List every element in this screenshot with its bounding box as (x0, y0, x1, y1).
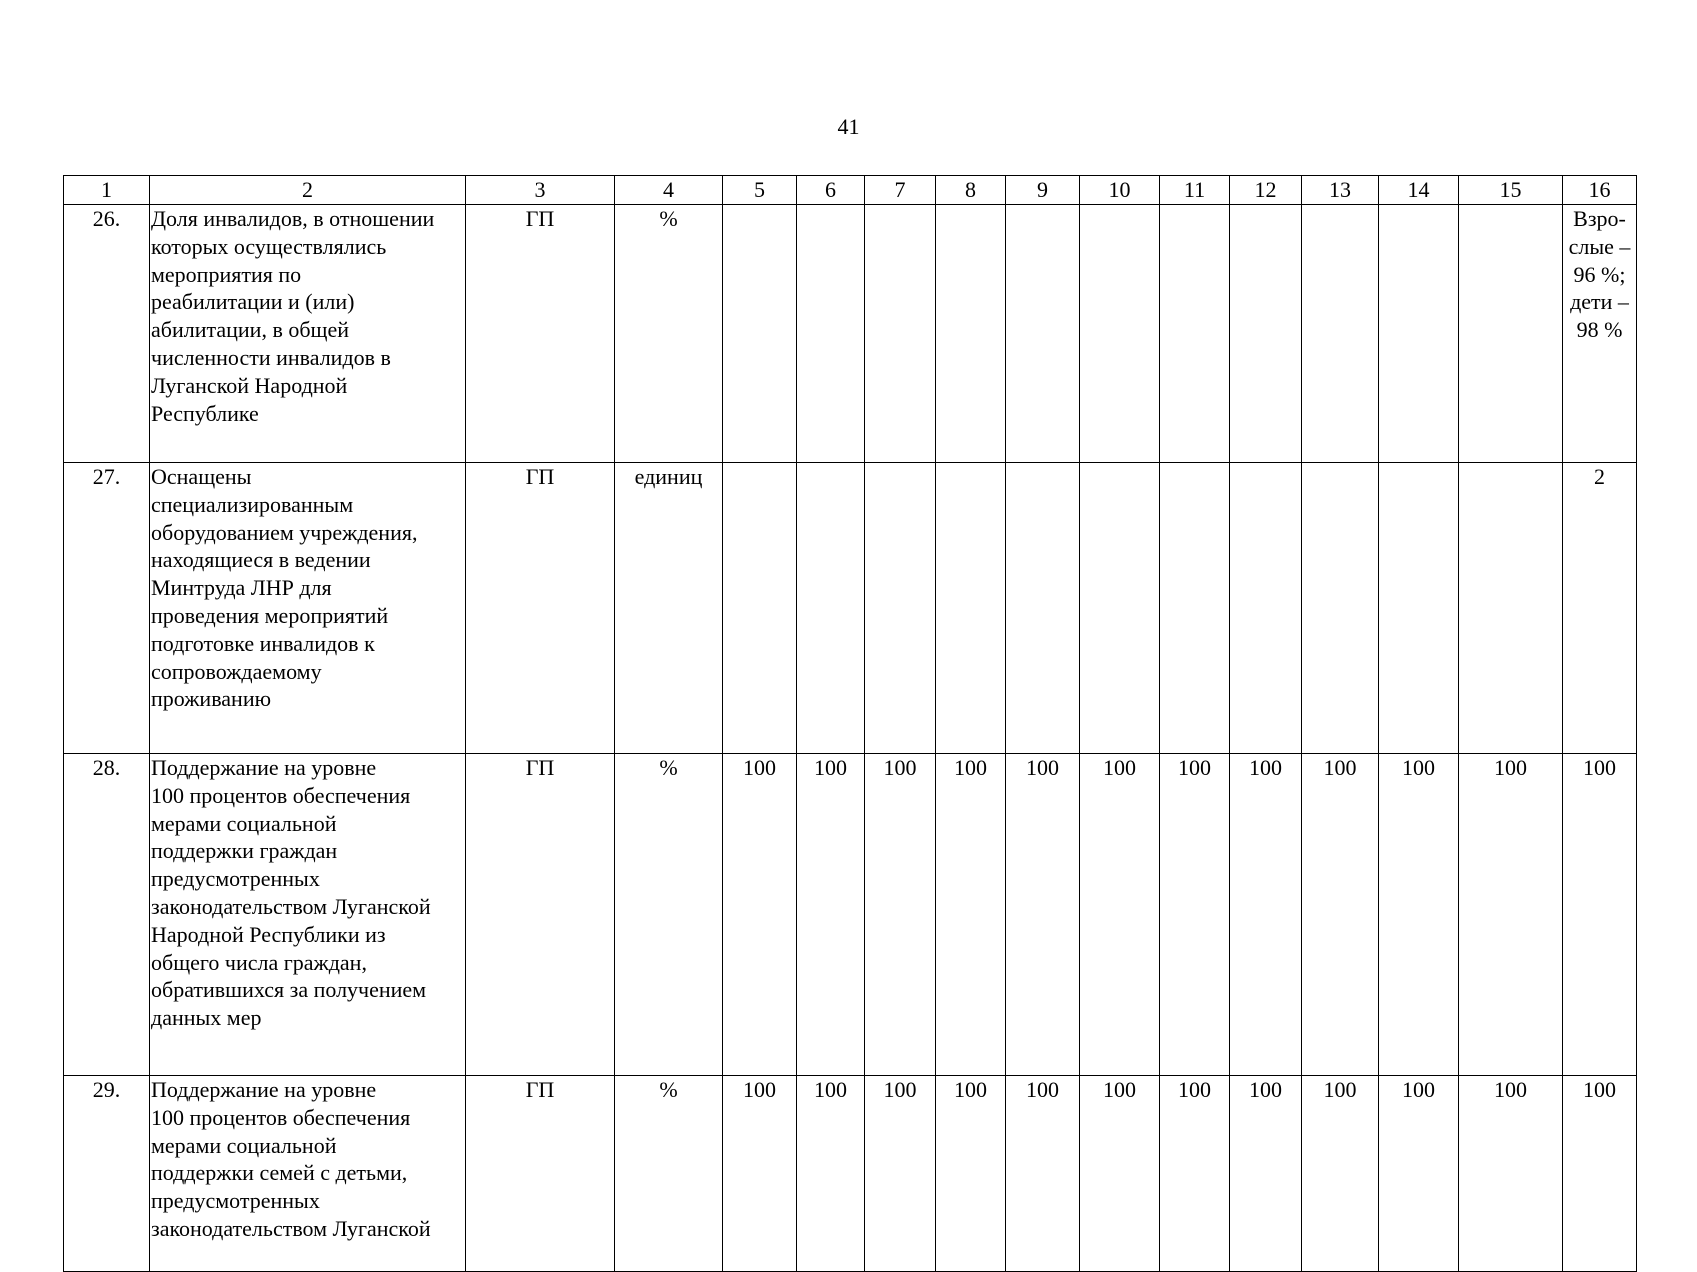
value-cell-col-14: 100 (1379, 1076, 1459, 1272)
value-cell-col-6: 100 (797, 754, 865, 1076)
target-value-line: 2 (1594, 464, 1605, 489)
indicator-name-line: Поддержание на уровне (151, 1077, 377, 1102)
value-cell-col-14: 100 (1379, 754, 1459, 1076)
value-cell-col-15: 100 (1459, 754, 1563, 1076)
value-cell-col-13 (1302, 205, 1379, 463)
value-cell-col-10: 100 (1080, 754, 1160, 1076)
column-header-14: 14 (1379, 176, 1459, 205)
value-cell-col-7: 100 (865, 754, 936, 1076)
target-value-cell (1563, 1076, 1637, 1272)
indicator-name-line: предусмотренных (151, 1188, 320, 1214)
value-cell-col-15 (1459, 205, 1563, 463)
target-value-line: 100 (1583, 1077, 1616, 1102)
target-value-line: дети – (1570, 289, 1629, 315)
value-cell-col-6 (797, 463, 865, 754)
value-cell-col-9 (1006, 205, 1080, 463)
indicator-name-line: Минтруда ЛНР для (151, 575, 332, 601)
table-row (64, 205, 1637, 463)
row-number-cell: 26. (64, 205, 150, 463)
indicator-name-line: 100 процентов обеспечения (151, 782, 411, 808)
value-cell-col-8 (936, 463, 1006, 754)
value-cell-col-12: 100 (1230, 1076, 1302, 1272)
column-header-8: 8 (936, 176, 1006, 205)
value-cell-col-6: 100 (797, 1076, 865, 1272)
indicator-name-line: численности инвалидов в (151, 344, 391, 370)
indicator-name-cell (150, 754, 466, 1076)
value-cell-col-13: 100 (1302, 754, 1379, 1076)
indicator-name-line: находящиеся в ведении (151, 547, 371, 573)
target-value-line: слые – (1568, 233, 1631, 259)
value-cell-col-10: 100 (1080, 1076, 1160, 1272)
column-header-15: 15 (1459, 176, 1563, 205)
value-cell-col-10 (1080, 205, 1160, 463)
indicator-name-line: мероприятия по (151, 261, 302, 287)
indicator-name-line: мерами социальной (151, 810, 337, 836)
value-cell-col-15 (1459, 463, 1563, 754)
indicator-name-line: которых осуществлялись (151, 233, 387, 259)
value-cell-col-11: 100 (1160, 754, 1230, 1076)
indicator-name-line: законодательством Луганской (151, 893, 431, 919)
value-cell-col-5: 100 (723, 754, 797, 1076)
value-cell-col-9 (1006, 463, 1080, 754)
indicator-name-line: Поддержание на уровне (151, 755, 377, 780)
indicator-name-line: Республике (151, 400, 259, 426)
value-cell-col-12 (1230, 205, 1302, 463)
indicator-name-line: абилитации, в общей (151, 317, 350, 343)
indicator-name-line: проживанию (151, 686, 272, 712)
unit-cell: % (615, 205, 723, 463)
target-value-line: 96 %; (1573, 261, 1626, 287)
column-header-7: 7 (865, 176, 936, 205)
value-cell-col-5 (723, 463, 797, 754)
indicator-name-line: обратившихся за получением (151, 977, 427, 1003)
indicator-name-line: поддержки семей с детьми, (151, 1160, 408, 1186)
value-cell-col-8: 100 (936, 1076, 1006, 1272)
column-header-11: 11 (1160, 176, 1230, 205)
unit-cell: единиц (615, 463, 723, 754)
value-cell-col-8: 100 (936, 754, 1006, 1076)
program-type-cell: ГП (466, 205, 615, 463)
header-row (64, 176, 1637, 205)
table-row (64, 1076, 1637, 1272)
indicator-name-line: данных мер (151, 1005, 262, 1031)
indicator-name-line: мерами социальной (151, 1132, 337, 1158)
value-cell-col-7: 100 (865, 1076, 936, 1272)
table-row (64, 463, 1637, 754)
column-header-16: 16 (1563, 176, 1637, 205)
value-cell-col-15: 100 (1459, 1076, 1563, 1272)
target-value-line: 100 (1583, 755, 1616, 780)
indicator-name-line: 100 процентов обеспечения (151, 1104, 411, 1130)
column-header-10: 10 (1080, 176, 1160, 205)
indicator-name-line: проведения мероприятий (151, 602, 389, 628)
value-cell-col-7 (865, 205, 936, 463)
target-value-line: Взро- (1573, 206, 1626, 231)
target-value-line: 98 % (1576, 317, 1623, 343)
column-header-3: 3 (466, 176, 615, 205)
table-row (64, 754, 1637, 1076)
value-cell-col-11: 100 (1160, 1076, 1230, 1272)
program-type-cell: ГП (466, 754, 615, 1076)
column-header-1: 1 (64, 176, 150, 205)
value-cell-col-8 (936, 205, 1006, 463)
value-cell-col-14 (1379, 463, 1459, 754)
value-cell-col-12 (1230, 463, 1302, 754)
indicator-name-line: реабилитации и (или) (151, 289, 355, 315)
value-cell-col-14 (1379, 205, 1459, 463)
indicator-name-line: подготовке инвалидов к (151, 630, 375, 656)
indicator-name-line: законодательством Луганской (151, 1215, 431, 1241)
column-header-9: 9 (1006, 176, 1080, 205)
column-header-4: 4 (615, 176, 723, 205)
indicator-name-line: оборудованием учреждения, (151, 519, 418, 545)
target-value-cell (1563, 463, 1637, 754)
row-number-cell: 27. (64, 463, 150, 754)
value-cell-col-9: 100 (1006, 754, 1080, 1076)
value-cell-col-10 (1080, 463, 1160, 754)
indicator-name-line: Доля инвалидов, в отношении (151, 206, 435, 231)
column-header-12: 12 (1230, 176, 1302, 205)
value-cell-col-11 (1160, 205, 1230, 463)
program-type-cell: ГП (466, 463, 615, 754)
value-cell-col-9: 100 (1006, 1076, 1080, 1272)
indicator-name-cell (150, 463, 466, 754)
value-cell-col-5: 100 (723, 1076, 797, 1272)
value-cell-col-11 (1160, 463, 1230, 754)
value-cell-col-13 (1302, 463, 1379, 754)
value-cell-col-6 (797, 205, 865, 463)
column-header-2: 2 (150, 176, 466, 205)
column-header-13: 13 (1302, 176, 1379, 205)
indicator-name-line: поддержки граждан (151, 838, 338, 864)
column-header-5: 5 (723, 176, 797, 205)
indicator-name-line: специализированным (151, 491, 354, 517)
program-type-cell: ГП (466, 1076, 615, 1272)
indicator-name-line: общего числа граждан, (151, 949, 367, 975)
row-number-cell: 28. (64, 754, 150, 1076)
target-value-cell (1563, 754, 1637, 1076)
column-header-6: 6 (797, 176, 865, 205)
target-value-cell (1563, 205, 1637, 463)
indicator-name-line: Оснащены (151, 464, 252, 489)
indicators-table (63, 175, 1637, 1272)
unit-cell: % (615, 754, 723, 1076)
indicator-name-line: предусмотренных (151, 866, 320, 892)
indicator-name-line: сопровождаемому (151, 658, 322, 684)
table-body (64, 176, 1637, 1272)
value-cell-col-5 (723, 205, 797, 463)
value-cell-col-7 (865, 463, 936, 754)
row-number-cell: 29. (64, 1076, 150, 1272)
indicator-name-line: Народной Республики из (151, 921, 386, 947)
value-cell-col-12: 100 (1230, 754, 1302, 1076)
value-cell-col-13: 100 (1302, 1076, 1379, 1272)
indicator-name-cell (150, 205, 466, 463)
page-number: 41 (837, 114, 860, 139)
indicator-name-line: Луганской Народной (151, 372, 348, 398)
indicator-name-cell (150, 1076, 466, 1272)
unit-cell: % (615, 1076, 723, 1272)
